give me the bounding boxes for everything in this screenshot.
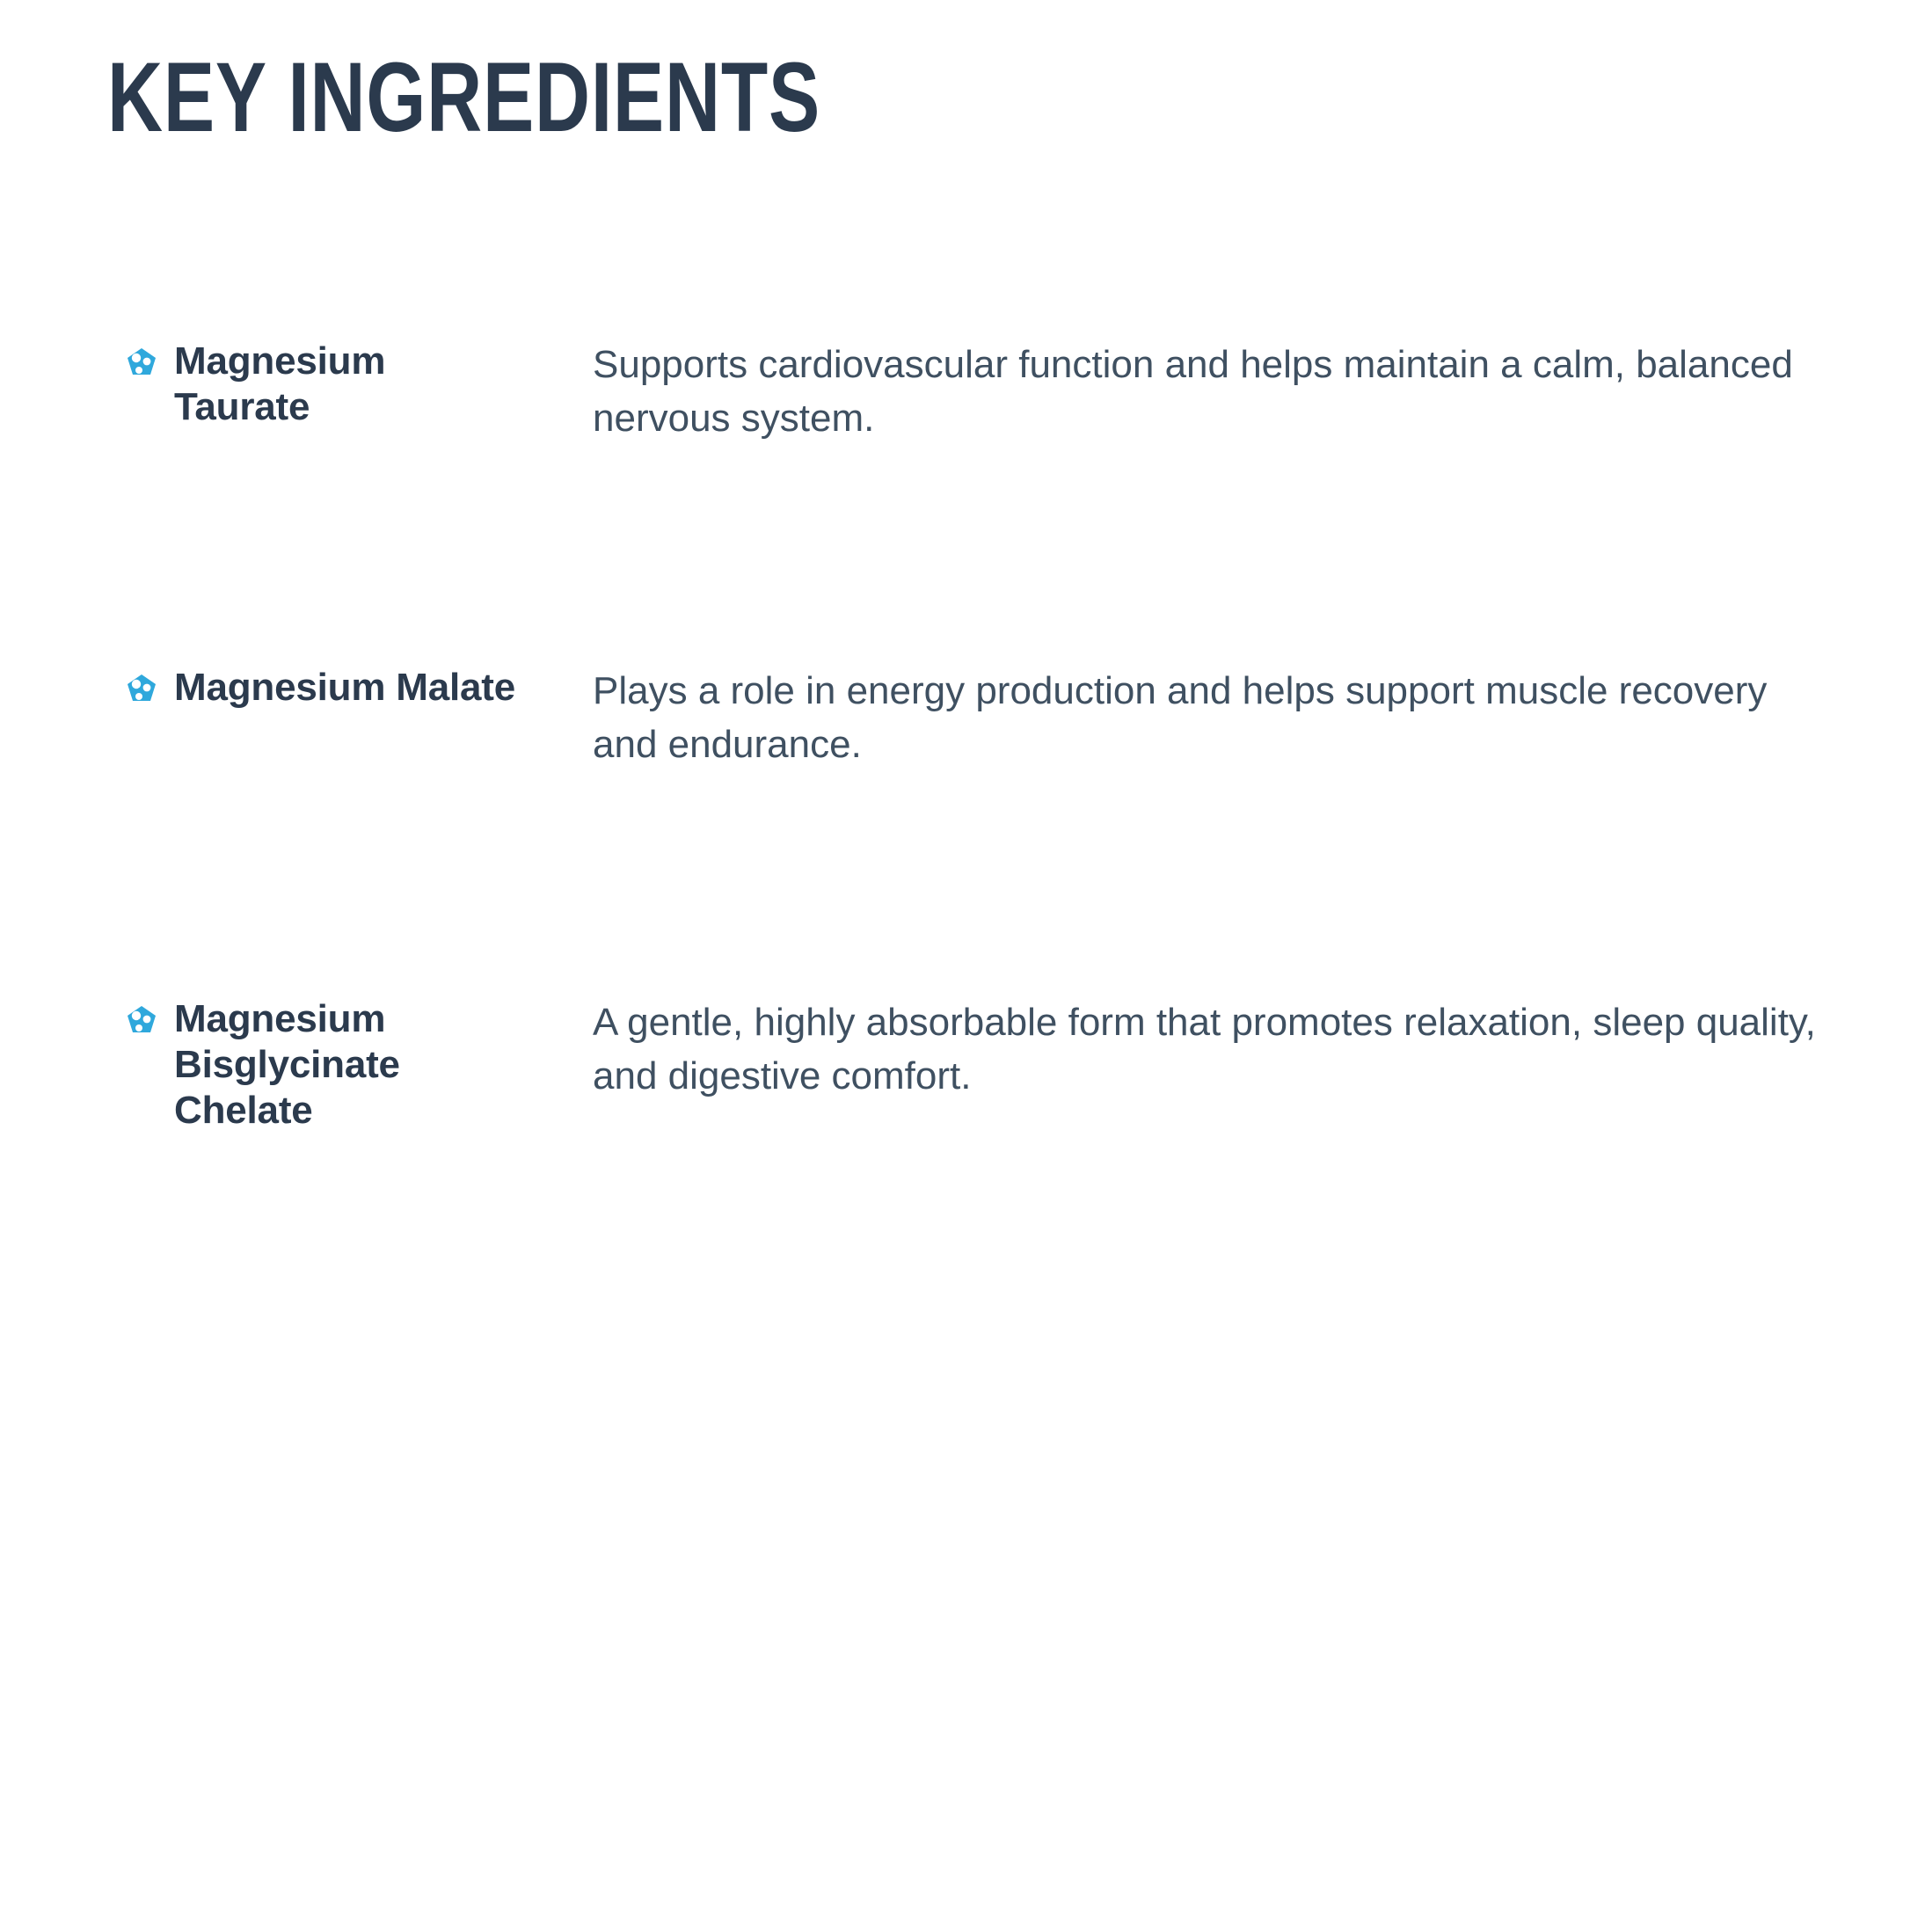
ingredient-description: Supports cardiovascular function and helps maintain a calm, balanced nervous system. [593,343,1793,440]
ingredient-name-column [123,996,580,1134]
list-item [0,665,1932,771]
ingredient-description-column [580,996,1826,1103]
ingredient-title: Magnesium Taurate [174,339,386,428]
ingredients-list [0,312,1932,1134]
ingredient-description: A gentle, highly absorbable form that promotes relaxation, sleep quality, and digestive comfort. [593,1000,1816,1097]
ingredient-title: Magnesium Malate [174,666,516,710]
molecule-icon [123,1003,160,1040]
list-item [0,996,1932,1134]
list-item [0,339,1932,445]
ingredient-name-column [123,339,580,430]
molecule-icon [123,346,160,383]
ingredient-name-column [123,665,580,711]
page-title: KEY INGREDIENTS [107,42,821,152]
ingredient-description: Plays a role in energy production and helps support muscle recovery and endurance. [593,669,1768,767]
molecule-icon [123,672,160,709]
ingredient-description-column [580,339,1826,445]
ingredient-title: Magnesium Bisglycinate Chelate [174,996,400,1132]
ingredient-description-column [580,665,1826,771]
